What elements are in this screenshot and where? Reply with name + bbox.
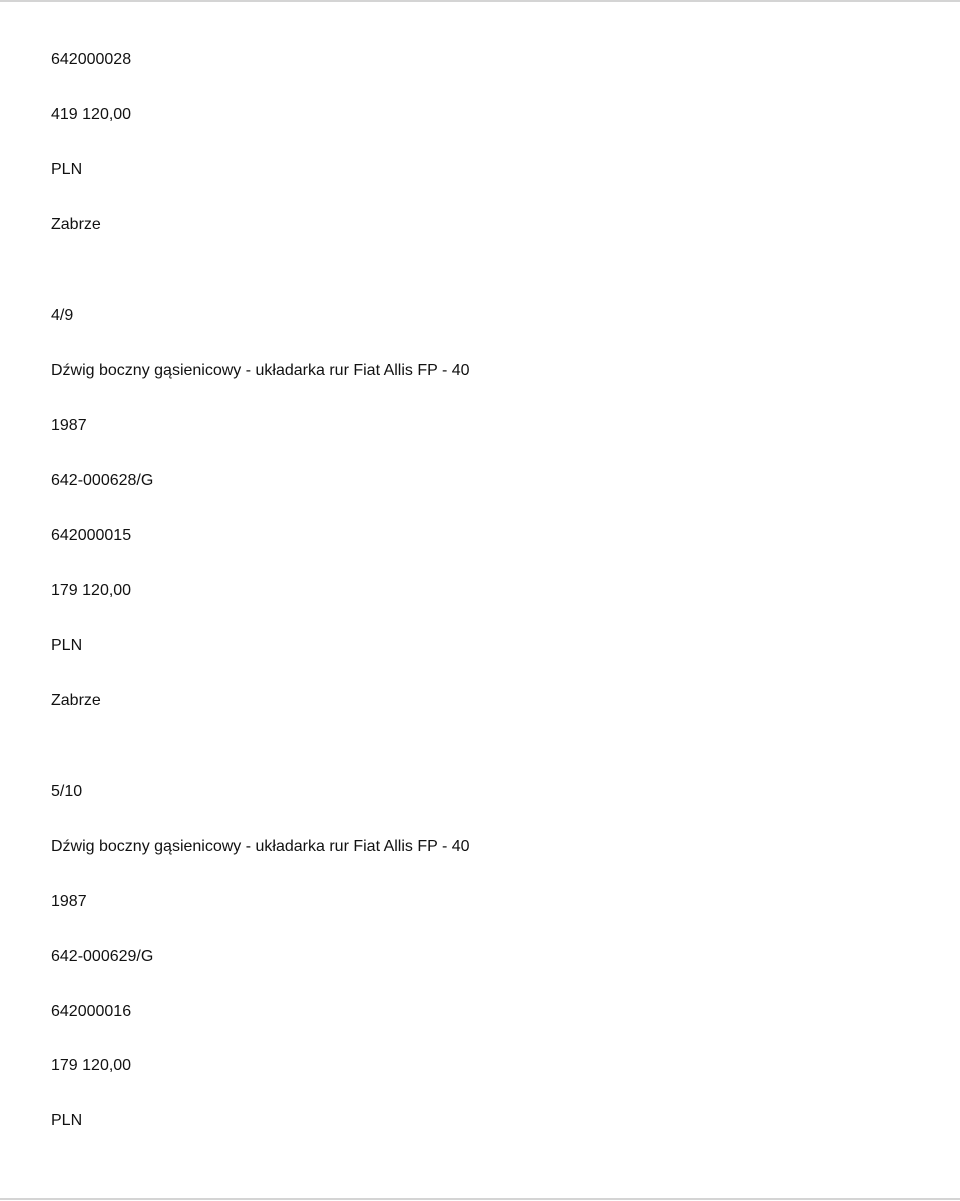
inventory-number: 642000015 [51,527,132,544]
item-name: Dźwig boczny gąsienicowy - układarka rur Fiat Allis FP - 40 [51,838,470,855]
price: 419 120,00 [51,106,132,123]
page-bottom-border [0,1198,960,1200]
reference-code: 642-000628/G [51,472,154,489]
production-year: 1987 [51,417,87,434]
price: 179 120,00 [51,582,132,599]
currency: PLN [51,637,83,654]
entry-index: 5/10 [51,783,83,800]
price: 179 120,00 [51,1057,132,1074]
currency: PLN [51,1112,83,1129]
item-name: Dźwig boczny gąsienicowy - układarka rur Fiat Allis FP - 40 [51,362,470,379]
inventory-number: 642000028 [51,51,132,68]
location: Zabrze [51,216,101,233]
entry-index: 4/9 [51,307,74,324]
production-year: 1987 [51,893,87,910]
reference-code: 642-000629/G [51,948,154,965]
inventory-number: 642000016 [51,1003,132,1020]
location: Zabrze [51,692,101,709]
currency: PLN [51,161,83,178]
page-top-border [0,0,960,2]
